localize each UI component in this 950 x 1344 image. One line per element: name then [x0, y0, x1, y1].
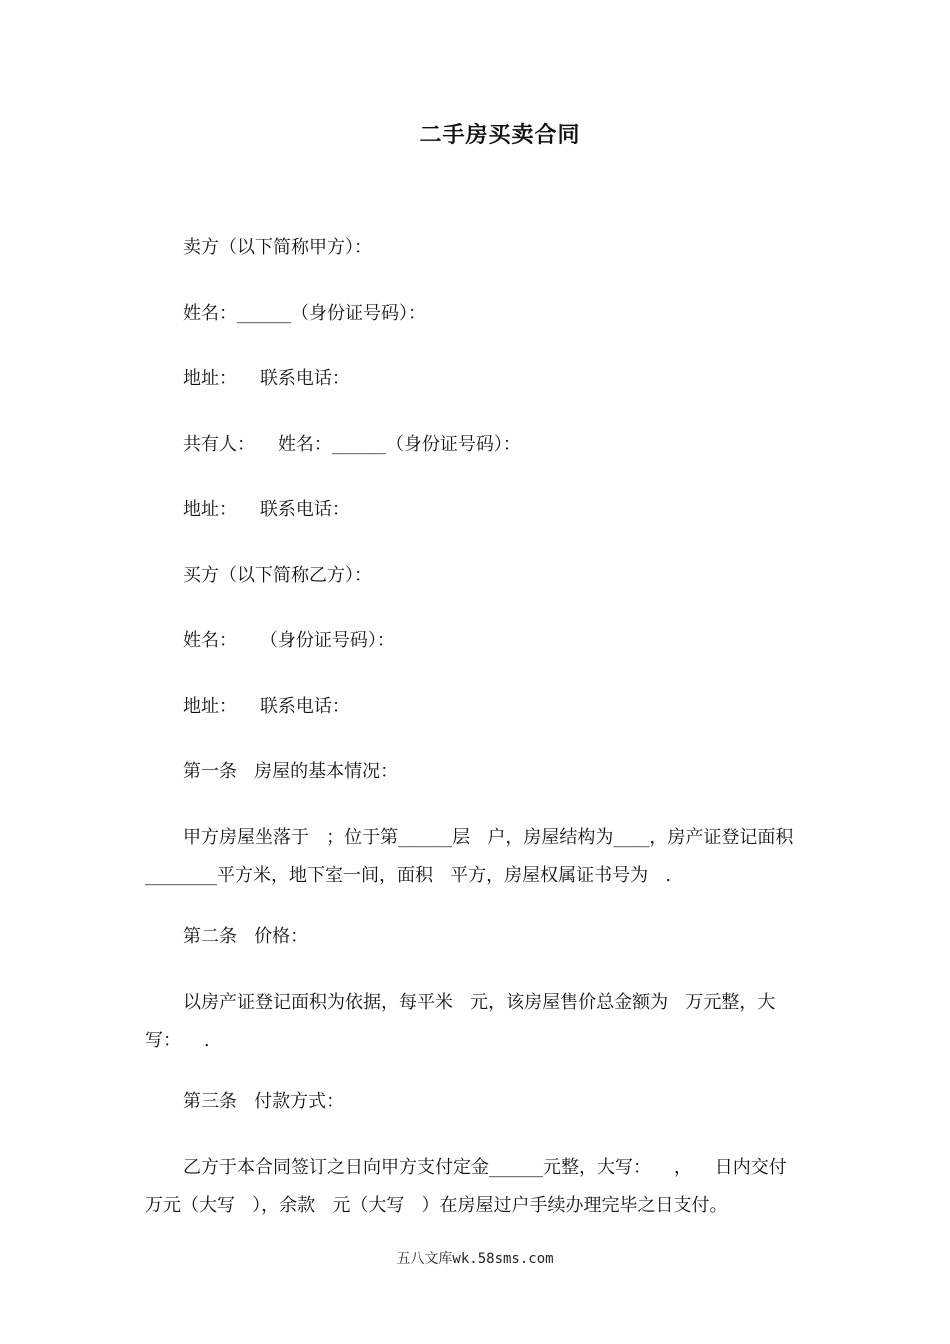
seller-heading: 卖方（以下简称甲方）： — [183, 237, 372, 258]
document-title: 二手房买卖合同 — [419, 122, 581, 148]
footer-watermark: 五八文库wk.58sms.com — [396, 1251, 554, 1267]
article-3-text: 乙方于本合同签订之日向甲方支付定金______元整，大写： ， 日内交付 万元（大写 ），余款 元（大写 ）在房屋过户手续办理完毕之日支付。 — [145, 1157, 804, 1216]
seller-address-line: 地址： 联系电话： — [183, 368, 350, 389]
co-owner-line: 共有人： 姓名：______（身份证号码）： — [183, 434, 521, 455]
seller-name-line: 姓名：______（身份证号码）： — [183, 303, 426, 324]
article-2-title: 第二条 价格： — [183, 926, 309, 947]
co-owner-address-line: 地址： 联系电话： — [183, 499, 350, 520]
article-3-title: 第三条 付款方式： — [183, 1091, 345, 1112]
buyer-name-line: 姓名： （身份证号码）： — [183, 630, 395, 651]
article-1-text: 甲方房屋坐落于 ；位于第______层 户，房屋结构为____，房产证登记面积________平方米，地下室一间，面积 平方，房屋权属证书号为 . — [145, 827, 794, 886]
article-1-title: 第一条 房屋的基本情况： — [183, 761, 399, 782]
buyer-address-line: 地址： 联系电话： — [183, 696, 350, 717]
article-2-text: 以房产证登记面积为依据，每平米 元，该房屋售价总金额为 万元整，大写： . — [145, 992, 776, 1051]
buyer-heading: 买方（以下简称乙方）： — [183, 565, 372, 586]
